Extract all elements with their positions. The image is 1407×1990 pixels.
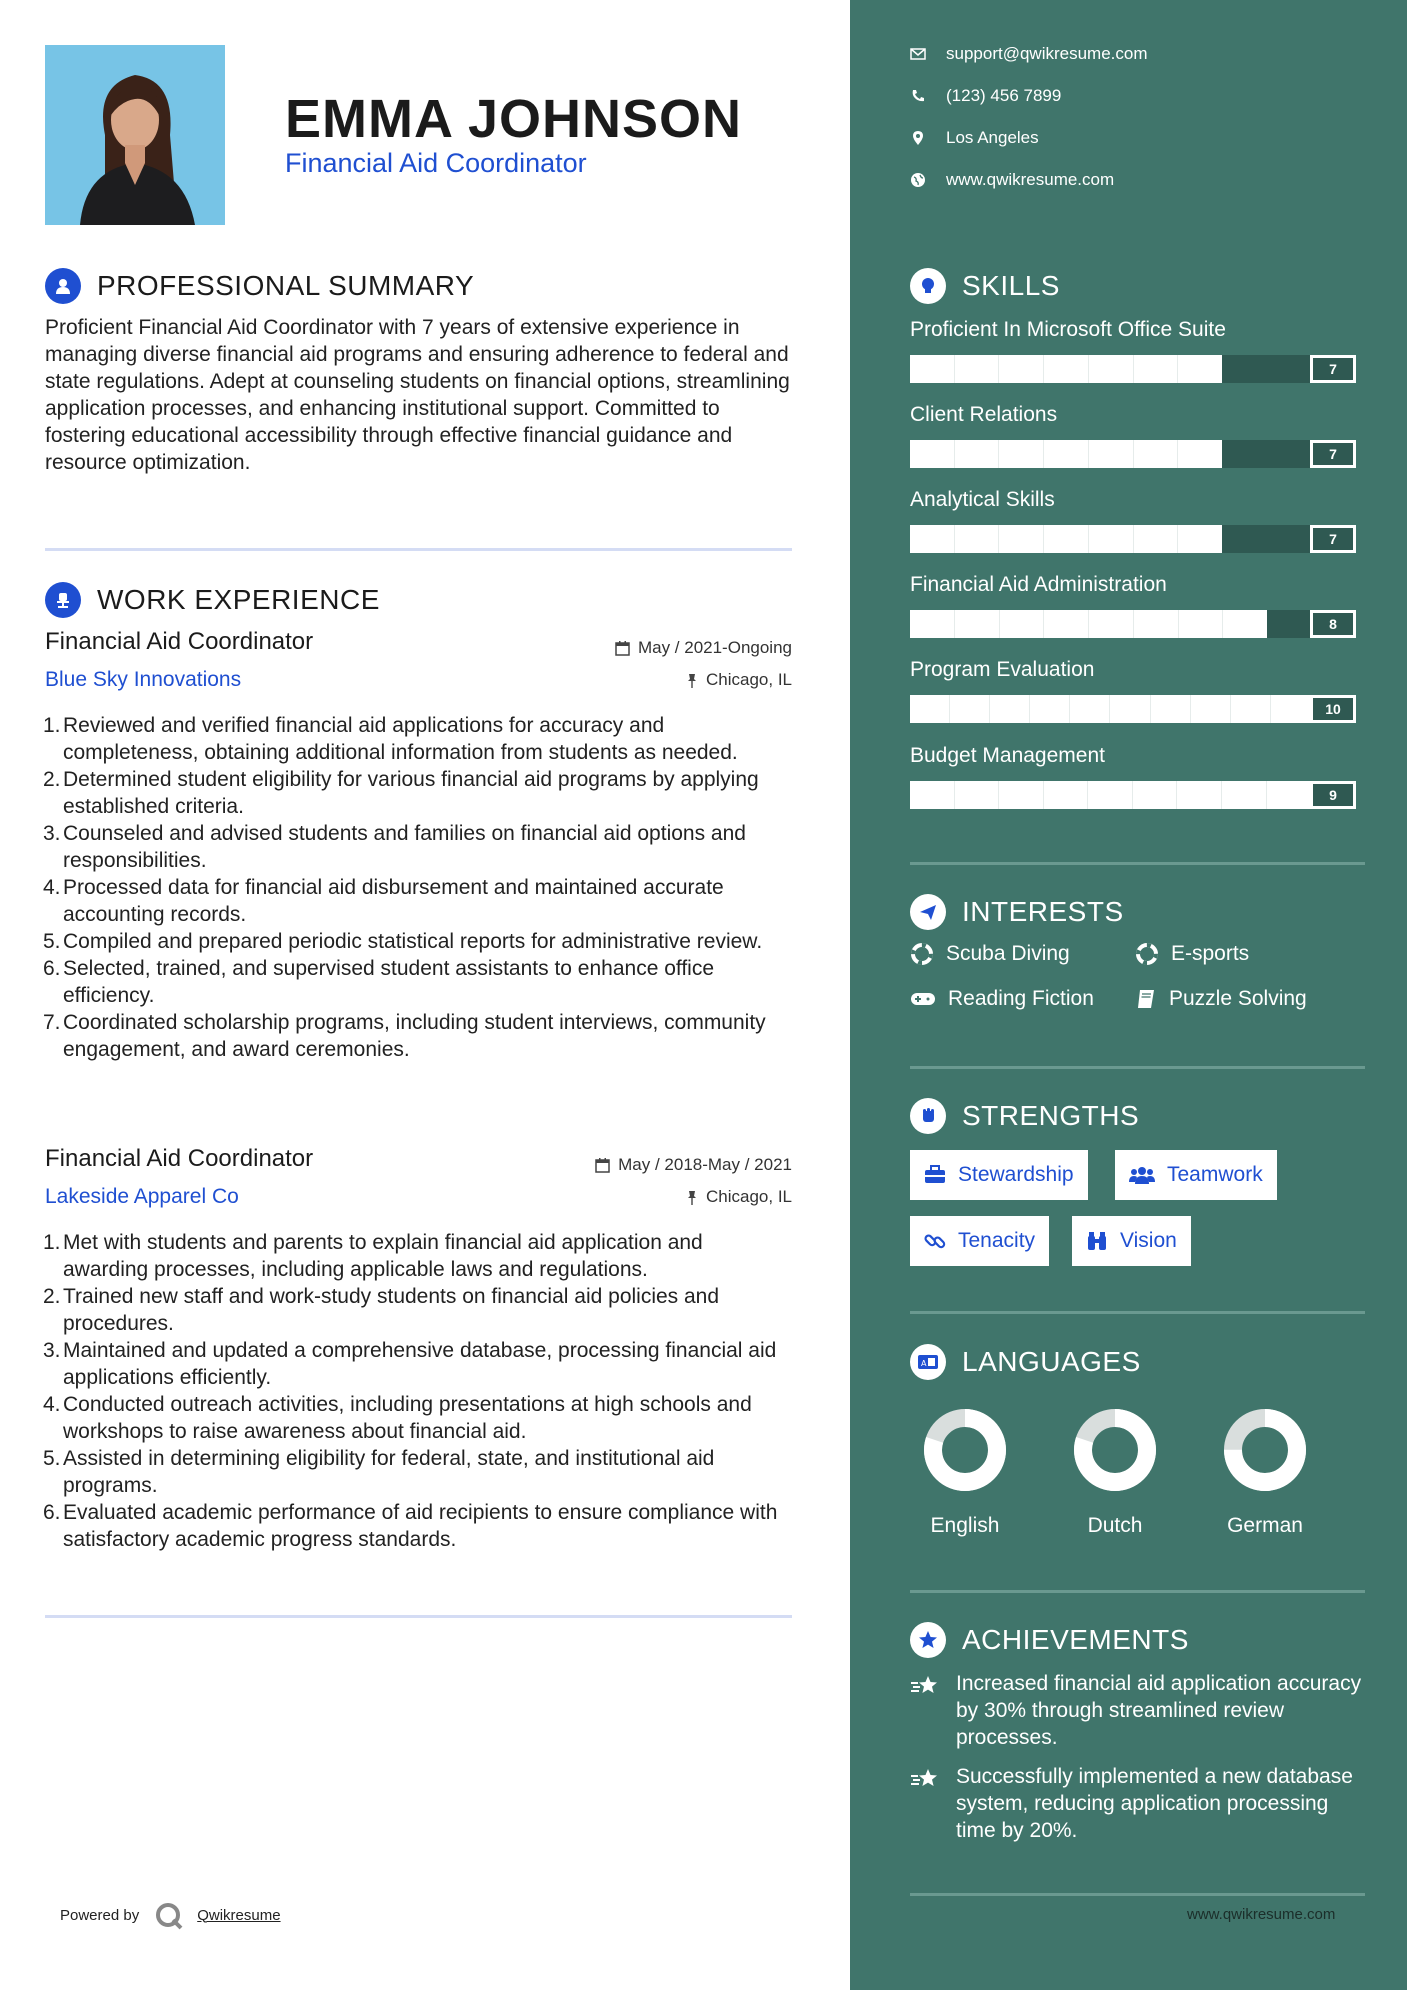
- skill-level-badge: 7: [1310, 355, 1356, 383]
- skill-bar-segment: [910, 440, 955, 468]
- interest-label: E-sports: [1171, 942, 1250, 965]
- skill-bar-segment: [1271, 695, 1310, 723]
- skill-bar: [910, 610, 1337, 638]
- skills-title: SKILLS: [962, 270, 1060, 301]
- skill-bar-segment: [1044, 781, 1089, 809]
- skill-bar-segment: [990, 695, 1030, 723]
- link-icon: [924, 1230, 946, 1252]
- skill-bar-segment: [1134, 355, 1179, 383]
- interest-item: [1135, 942, 1249, 966]
- phone-text: (123) 456 7899: [946, 86, 1062, 105]
- skill-bar-segment: [955, 440, 1000, 468]
- language-ring: [1220, 1405, 1310, 1495]
- skill-level-badge: 7: [1310, 525, 1356, 553]
- paper-plane-icon: [910, 894, 946, 930]
- languages-heading: [910, 1344, 1141, 1380]
- skill-item: [910, 658, 1365, 723]
- interest-label: Puzzle Solving: [1169, 987, 1307, 1010]
- skill-bar-segment: [1070, 695, 1110, 723]
- strength-label: Tenacity: [958, 1229, 1036, 1252]
- strength-label: Stewardship: [958, 1163, 1074, 1186]
- skill-bar-segment: [1267, 781, 1311, 809]
- section-divider: [910, 1590, 1365, 1593]
- skill-bar-segment: [1044, 610, 1089, 638]
- sidebar: [850, 0, 1407, 1990]
- skill-bar-fill: [910, 781, 1310, 809]
- language-ring: [1070, 1405, 1160, 1495]
- skill-bar-segment: [1134, 525, 1179, 553]
- achievements-title: ACHIEVEMENTS: [962, 1624, 1189, 1655]
- language-item: [1210, 1405, 1320, 1538]
- skill-item: [910, 488, 1365, 553]
- skill-bar-segment: [910, 355, 955, 383]
- email-text: support@qwikresume.com: [946, 44, 1148, 63]
- skill-bar-segment: [1089, 525, 1134, 553]
- skill-bar-segment: [950, 695, 990, 723]
- calendar-icon: [595, 1158, 610, 1173]
- language-item: [910, 1405, 1020, 1538]
- skill-bar: [910, 525, 1337, 553]
- binoculars-icon: [1086, 1230, 1108, 1252]
- location-text: Los Angeles: [946, 128, 1039, 147]
- job-location: [686, 1187, 792, 1207]
- section-divider: [910, 862, 1365, 865]
- skill-bar-segment: [1044, 355, 1089, 383]
- skill-bar-segment: [1089, 610, 1134, 638]
- skill-bar-segment: [1044, 440, 1089, 468]
- skill-bar: [910, 355, 1337, 383]
- skill-bar-segment: [910, 695, 950, 723]
- skill-bar-segment: [999, 781, 1044, 809]
- star-icon: [910, 1622, 946, 1658]
- language-item: [1060, 1405, 1170, 1538]
- strength-chip: [910, 1150, 1088, 1200]
- section-divider: [45, 1615, 792, 1618]
- skill-name: Budget Management: [910, 744, 1105, 767]
- list-item: 3. Maintained and updated a comprehensive database, processing financial aid applications efficiently.: [43, 1339, 777, 1389]
- strength-label: Vision: [1120, 1229, 1177, 1252]
- job-company: Blue Sky Innovations: [45, 668, 242, 691]
- contact-email[interactable]: [910, 44, 1148, 64]
- strength-chip: [1115, 1150, 1277, 1200]
- job-bullets: [45, 712, 792, 1063]
- list-item: 1. Reviewed and verified financial aid applications for accuracy and completeness, obtaining additional information from students as needed.: [43, 714, 738, 764]
- job-entry: [45, 628, 792, 1063]
- skill-bar-segment: [910, 525, 955, 553]
- skill-bar-segment: [955, 781, 1000, 809]
- job-company: Lakeside Apparel Co: [45, 1185, 239, 1208]
- skill-bar-segment: [999, 355, 1044, 383]
- skill-bar-fill: [910, 695, 1310, 723]
- skill-item: [910, 318, 1365, 383]
- achievement-item: [910, 1670, 1370, 1751]
- experience-title: WORK EXPERIENCE: [97, 584, 380, 615]
- strengths-heading: [910, 1098, 1139, 1134]
- candidate-name: EMMA JOHNSON: [285, 89, 743, 149]
- strength-chip: [910, 1216, 1049, 1266]
- job-title: Financial Aid Coordinator: [45, 628, 314, 655]
- skill-item: [910, 403, 1365, 468]
- contact-website[interactable]: [910, 170, 1114, 190]
- skill-bar-segment: [1222, 781, 1267, 809]
- skill-bar-segment: [1000, 610, 1045, 638]
- achievement-text: Successfully implemented a new database system, reducing application processing time by 20%.: [956, 1765, 1353, 1842]
- pin-icon: [686, 1190, 698, 1205]
- candidate-title: Financial Aid Coordinator: [285, 148, 587, 178]
- skill-bar-segment: [955, 355, 1000, 383]
- skill-bar-segment: [1179, 610, 1224, 638]
- skill-bar-segment: [1088, 781, 1133, 809]
- chair-icon: [45, 582, 81, 618]
- strengths-title: STRENGTHS: [962, 1100, 1140, 1131]
- brand-link[interactable]: Qwikresume: [197, 1906, 281, 1924]
- skill-bar-fill: [910, 610, 1267, 638]
- svg-text:A: A: [921, 1359, 927, 1368]
- section-divider: [910, 1893, 1365, 1896]
- skill-name: Analytical Skills: [910, 488, 1055, 511]
- list-item: 6. Evaluated academic performance of aid recipients to ensure compliance with satisfactory academic progress standards.: [43, 1501, 778, 1551]
- skill-bar-segment: [1178, 525, 1222, 553]
- profile-photo: [45, 45, 225, 225]
- section-divider: [910, 1311, 1365, 1314]
- skill-item: [910, 744, 1365, 809]
- skill-bar-fill: [910, 440, 1222, 468]
- skill-bar-segment: [1110, 695, 1150, 723]
- interest-item: [1135, 987, 1307, 1011]
- job-entry: [45, 1145, 792, 1553]
- list-item: 5. Assisted in determining eligibility for federal, state, and institutional aid programs.: [43, 1447, 715, 1497]
- shooting-star-icon: [910, 1767, 942, 1791]
- skill-bar-segment: [1089, 440, 1134, 468]
- envelope-icon: [910, 47, 926, 61]
- skill-level-badge: 9: [1310, 781, 1356, 809]
- skill-item: [910, 573, 1365, 638]
- list-item: 6. Selected, trained, and supervised student assistants to enhance office efficiency.: [43, 957, 715, 1007]
- language-name: German: [1227, 1514, 1303, 1537]
- skill-bar-segment: [999, 525, 1044, 553]
- skill-bar-segment: [1177, 781, 1222, 809]
- interest-item: [910, 942, 1070, 966]
- list-item: 3. Counseled and advised students and families on financial aid options and responsibilities.: [43, 822, 746, 872]
- skill-level-badge: 7: [1310, 440, 1356, 468]
- skill-name: Client Relations: [910, 403, 1058, 426]
- job-dates-text: May / 2021-Ongoing: [637, 638, 792, 657]
- strength-chip: [1072, 1216, 1191, 1266]
- achievements-heading: [910, 1622, 1189, 1658]
- interest-label: Reading Fiction: [948, 987, 1094, 1010]
- skill-bar-fill: [910, 525, 1222, 553]
- skill-bar-segment: [1231, 695, 1271, 723]
- summary-title: PROFESSIONAL SUMMARY: [97, 270, 475, 301]
- skill-bar-segment: [1191, 695, 1231, 723]
- contact-location: [910, 128, 1039, 148]
- skill-level-badge: 8: [1310, 610, 1356, 638]
- list-item: 7. Coordinated scholarship programs, including student interviews, community engagement, and award ceremonies.: [43, 1011, 766, 1061]
- skill-bar-segment: [1223, 610, 1267, 638]
- qwikresume-logo-icon: [153, 1900, 187, 1930]
- skills-heading: [910, 268, 1060, 304]
- skill-bar-segment: [1133, 781, 1178, 809]
- section-divider: [910, 1066, 1365, 1069]
- skill-bar-segment: [1178, 440, 1222, 468]
- skill-level-badge: 10: [1310, 695, 1356, 723]
- contact-phone[interactable]: [910, 86, 1061, 106]
- achievement-item: [910, 1763, 1370, 1844]
- list-item: 1. Met with students and parents to explain financial aid application and awarding processes, including applicable laws and regulations.: [43, 1231, 703, 1281]
- interest-item: [910, 987, 1094, 1011]
- skill-bar-segment: [1151, 695, 1191, 723]
- skill-name: Financial Aid Administration: [910, 573, 1167, 596]
- strength-label: Teamwork: [1167, 1163, 1263, 1186]
- skill-bar-segment: [1134, 610, 1179, 638]
- skill-name: Program Evaluation: [910, 658, 1095, 681]
- summary-text: Proficient Financial Aid Coordinator with 7 years of extensive experience in managing diverse financial aid programs and ensuring adherence to federal and state regulations. Adept at counseling students on financial options, streamlining application processes, and enhancing institutional support. Committed to fostering educational accessibility through effective financial guidance and resource optimization.: [45, 316, 790, 474]
- skill-bar-segment: [955, 610, 1000, 638]
- language-name: English: [930, 1514, 1000, 1537]
- experience-heading: [45, 582, 380, 618]
- globe-icon: [910, 172, 926, 188]
- job-dates: [615, 638, 792, 658]
- interest-label: Scuba Diving: [946, 942, 1070, 965]
- gamepad-icon: [910, 990, 936, 1008]
- interests-title: INTERESTS: [962, 896, 1124, 927]
- powered-by-label: Powered by: [60, 1906, 140, 1924]
- achievement-text: Increased financial aid application accuracy by 30% through streamlined review processes.: [956, 1672, 1362, 1749]
- lifebuoy-icon: [1135, 942, 1159, 966]
- fist-icon: [910, 1098, 946, 1134]
- skill-bar-segment: [999, 440, 1044, 468]
- pin-icon: [686, 673, 698, 688]
- website-text: www.qwikresume.com: [946, 170, 1115, 189]
- interests-heading: [910, 894, 1124, 930]
- skill-bar-segment: [1178, 355, 1222, 383]
- skill-bar: [910, 695, 1341, 723]
- job-dates: [595, 1155, 792, 1175]
- language-ring: [920, 1405, 1010, 1495]
- skill-bar-segment: [910, 610, 955, 638]
- summary-heading: [45, 268, 474, 304]
- footer-website[interactable]: www.qwikresume.com: [1187, 1906, 1336, 1923]
- users-icon: [1129, 1165, 1155, 1185]
- skill-bar-segment: [1089, 355, 1134, 383]
- location-icon: [910, 130, 926, 146]
- phone-icon: [910, 88, 926, 104]
- calendar-icon: [615, 641, 630, 656]
- skill-bar-segment: [1134, 440, 1179, 468]
- job-location: [686, 670, 792, 690]
- lifebuoy-icon: [910, 942, 934, 966]
- job-location-text: Chicago, IL: [706, 1187, 792, 1206]
- skill-bar: [910, 440, 1337, 468]
- powered-by: [60, 1900, 281, 1930]
- skill-bar-fill: [910, 355, 1222, 383]
- skill-bar-segment: [1030, 695, 1070, 723]
- skill-bar-segment: [1044, 525, 1089, 553]
- skill-bar: [910, 781, 1337, 809]
- languages-title: LANGUAGES: [962, 1346, 1141, 1377]
- job-location-text: Chicago, IL: [706, 670, 792, 689]
- section-divider: [45, 548, 792, 551]
- list-item: 2. Determined student eligibility for various financial aid programs by applying established criteria.: [43, 768, 759, 818]
- shooting-star-icon: [910, 1674, 942, 1698]
- translate-icon: [910, 1344, 946, 1380]
- book-icon: [1135, 988, 1157, 1010]
- skill-bar-segment: [910, 781, 955, 809]
- job-dates-text: May / 2018-May / 2021: [618, 1155, 792, 1174]
- skill-bar-segment: [955, 525, 1000, 553]
- list-item: 4. Processed data for financial aid disbursement and maintained accurate accounting records.: [43, 876, 724, 926]
- list-item: 5. Compiled and prepared periodic statistical reports for administrative review.: [43, 930, 763, 953]
- language-name: Dutch: [1087, 1514, 1143, 1537]
- skill-name: Proficient In Microsoft Office Suite: [910, 318, 1226, 341]
- list-item: 4. Conducted outreach activities, including presentations at high schools and workshops to raise awareness about financial aid.: [43, 1393, 752, 1443]
- job-title: Financial Aid Coordinator: [45, 1145, 314, 1172]
- briefcase-icon: [924, 1165, 946, 1185]
- list-item: 2. Trained new staff and work-study students on financial aid policies and procedures.: [43, 1285, 720, 1335]
- lightbulb-icon: [910, 268, 946, 304]
- user-icon: [45, 268, 81, 304]
- job-bullets: [45, 1229, 792, 1553]
